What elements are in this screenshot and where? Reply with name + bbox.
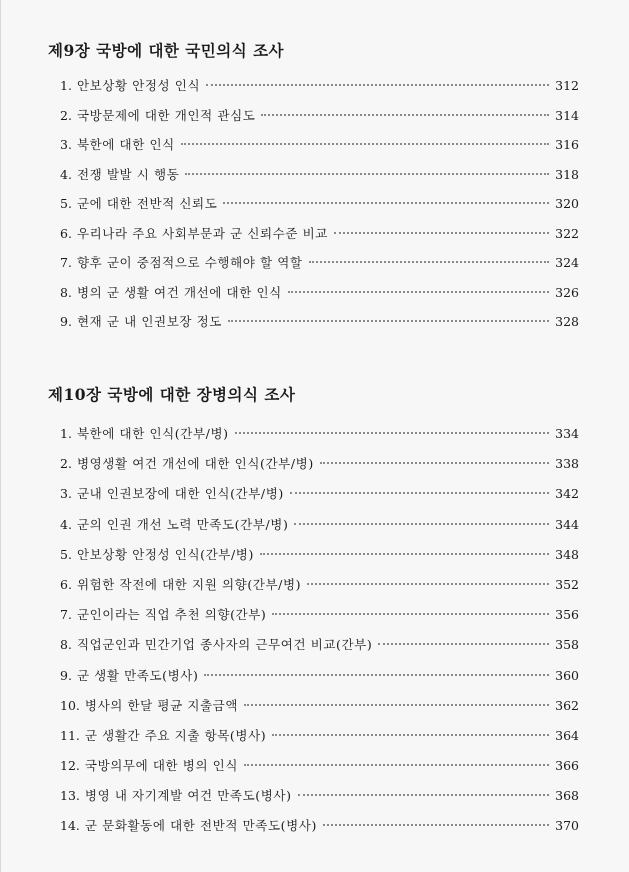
toc-entry-title: 국방문제에 대한 개인적 관심도 [76, 107, 256, 123]
toc-entry-page-number: 360 [555, 667, 579, 683]
dot-leader [244, 704, 549, 706]
toc-entry[interactable] [60, 479, 579, 509]
toc-entry[interactable] [60, 540, 579, 570]
chapter-title: 제9장 국방에 대한 국민의식 조사 [48, 41, 285, 60]
toc-entry-page-number: 344 [555, 516, 579, 532]
toc-entry[interactable] [60, 101, 579, 131]
toc-entry-number: 5. [60, 196, 72, 211]
toc-entry-number: 5. [60, 546, 72, 562]
toc-entry-title: 군내 인권보장에 대한 인식(간부/병) [76, 486, 284, 502]
dot-leader [244, 764, 549, 766]
toc-entry-title: 안보상황 안정성 인식 [76, 78, 201, 93]
toc-entry-page-number: 364 [555, 727, 579, 743]
toc-entry-number: 12. [60, 758, 80, 774]
toc-entry-page-number: 328 [555, 314, 579, 329]
toc-entry-number: 4. [60, 166, 72, 182]
toc-entry-number: 10. [60, 697, 80, 713]
dot-leader [334, 232, 549, 234]
dot-leader [261, 114, 549, 116]
toc-entry-title: 전쟁 발발 시 행동 [76, 166, 180, 182]
dot-leader [272, 734, 549, 736]
toc-entry-title: 병의 군 생활 여건 개선에 대한 인식 [76, 284, 282, 300]
toc-entry[interactable] [60, 510, 579, 540]
toc-entry-number: 7. [60, 607, 72, 623]
toc-entry-title: 군 문화활동에 대한 전반적 만족도(병사) [84, 818, 317, 834]
toc-entry-number: 9. [60, 314, 72, 329]
toc-entry-page-number: 316 [555, 137, 579, 152]
toc-entry-title: 북한에 대한 인식(간부/병) [76, 426, 229, 441]
toc-entry-number: 13. [60, 788, 80, 804]
toc-entry-page-number: 366 [555, 758, 579, 774]
dot-leader [294, 523, 549, 525]
dot-leader [260, 553, 549, 555]
toc-entry-page-number: 322 [555, 225, 579, 241]
toc-entry-number: 2. [60, 456, 72, 472]
toc-entry[interactable] [60, 630, 579, 660]
toc-entry[interactable] [60, 160, 579, 190]
toc-entry[interactable] [60, 189, 579, 219]
toc-entry-number: 3. [60, 137, 72, 152]
toc-entry-page-number: 368 [555, 788, 579, 804]
toc-entry-number: 2. [60, 107, 72, 123]
toc-entry-number: 1. [60, 426, 72, 441]
dot-leader [272, 613, 549, 615]
dot-leader [309, 261, 550, 263]
toc-entry[interactable] [60, 661, 579, 691]
toc-entry-number: 6. [60, 576, 72, 592]
chapter-10 [1, 384, 629, 842]
toc-entry[interactable] [60, 721, 579, 751]
toc-entry-page-number: 348 [555, 546, 579, 562]
toc-entry-title: 위험한 작전에 대한 지원 의향(간부/병) [76, 576, 302, 592]
dot-leader [235, 432, 550, 434]
toc-entry-title: 현재 군 내 인권보장 정도 [76, 314, 222, 329]
toc-entry-title: 우리나라 주요 사회부문과 군 신뢰수준 비교 [76, 225, 328, 241]
toc-entry-page-number: 370 [555, 818, 579, 834]
toc-entry-number: 14. [60, 818, 80, 834]
toc-entry-title: 병영생활 여건 개선에 대한 인식(간부/병) [76, 456, 314, 472]
toc-entry-title: 안보상황 안정성 인식(간부/병) [76, 546, 254, 562]
toc-entry-number: 11. [60, 727, 80, 743]
toc-entry-title: 병영 내 자기계발 여건 만족도(병사) [84, 788, 292, 804]
toc-entry[interactable] [60, 419, 579, 449]
toc-entry-page-number: 324 [555, 255, 579, 270]
chapter-9 [1, 40, 629, 337]
toc-entry[interactable] [60, 570, 579, 600]
toc-entry-page-number: 352 [555, 576, 579, 592]
toc-entry-title: 북한에 대한 인식 [76, 137, 175, 152]
toc-entry[interactable] [60, 781, 579, 811]
toc-entry-page-number: 312 [555, 78, 579, 93]
toc-entry-number: 6. [60, 225, 72, 241]
toc-entry-page-number: 356 [555, 607, 579, 623]
toc-entry-number: 1. [60, 78, 72, 93]
toc-entry[interactable] [60, 71, 579, 101]
toc-entry[interactable] [60, 307, 579, 337]
toc-entry-number: 4. [60, 516, 72, 532]
toc-entry-title: 군 생활간 주요 지출 항목(병사) [84, 727, 267, 743]
toc-entry[interactable] [60, 751, 579, 781]
dot-leader [185, 173, 549, 175]
toc-entry-page-number: 362 [555, 697, 579, 713]
toc-entry[interactable] [60, 248, 579, 278]
dot-leader [204, 674, 549, 676]
toc-entry-page-number: 320 [555, 196, 579, 211]
toc-entry-title: 군의 인권 개선 노력 만족도(간부/병) [76, 516, 289, 532]
toc-entry-number: 3. [60, 486, 72, 502]
toc-entry[interactable] [60, 691, 579, 721]
dot-leader [323, 824, 549, 826]
toc-entry-title: 국방의무에 대한 병의 인식 [84, 758, 239, 774]
dot-leader [307, 583, 549, 585]
toc-entry-page-number: 334 [555, 426, 579, 441]
toc-entry-number: 8. [60, 284, 72, 300]
toc-entry[interactable] [60, 130, 579, 160]
toc-entry-title: 병사의 한달 평균 지출금액 [84, 697, 239, 713]
toc-entry-number: 9. [60, 667, 72, 683]
toc-entry-page-number: 314 [555, 107, 579, 123]
toc-entry-page-number: 326 [555, 284, 579, 300]
toc-entry[interactable] [60, 219, 579, 249]
dot-leader [290, 492, 549, 494]
toc-entry-title: 군 생활 만족도(병사) [76, 667, 199, 683]
chapter-title: 제10장 국방에 대한 장병의식 조사 [48, 385, 296, 404]
toc-entry-title: 군에 대한 전반적 신뢰도 [76, 196, 218, 211]
toc-entry-page-number: 358 [555, 637, 579, 653]
toc-entry-page-number: 342 [555, 486, 579, 502]
toc-entry[interactable] [60, 600, 579, 630]
dot-leader [181, 143, 549, 145]
toc-list [1, 419, 629, 842]
dot-leader [223, 202, 549, 204]
toc-entry[interactable] [60, 449, 579, 479]
dot-leader [320, 462, 549, 464]
toc-entry-number: 8. [60, 637, 72, 653]
dot-leader [288, 291, 549, 293]
dot-leader [298, 794, 550, 796]
toc-entry-title: 군인이라는 직업 추천 의향(간부) [76, 607, 267, 623]
dot-leader [228, 320, 549, 322]
toc-entry-title: 향후 군이 중점적으로 수행해야 할 역할 [76, 255, 303, 270]
toc-entry-page-number: 338 [555, 456, 579, 472]
toc-entry[interactable] [60, 278, 579, 308]
toc-entry-page-number: 318 [555, 166, 579, 182]
toc-entry[interactable] [60, 811, 579, 841]
dot-leader [206, 84, 549, 86]
toc-entry-number: 7. [60, 255, 72, 270]
toc-list [1, 71, 629, 337]
dot-leader [378, 643, 549, 645]
toc-entry-title: 직업군인과 민간기업 종사자의 근무여건 비교(간부) [76, 637, 373, 653]
